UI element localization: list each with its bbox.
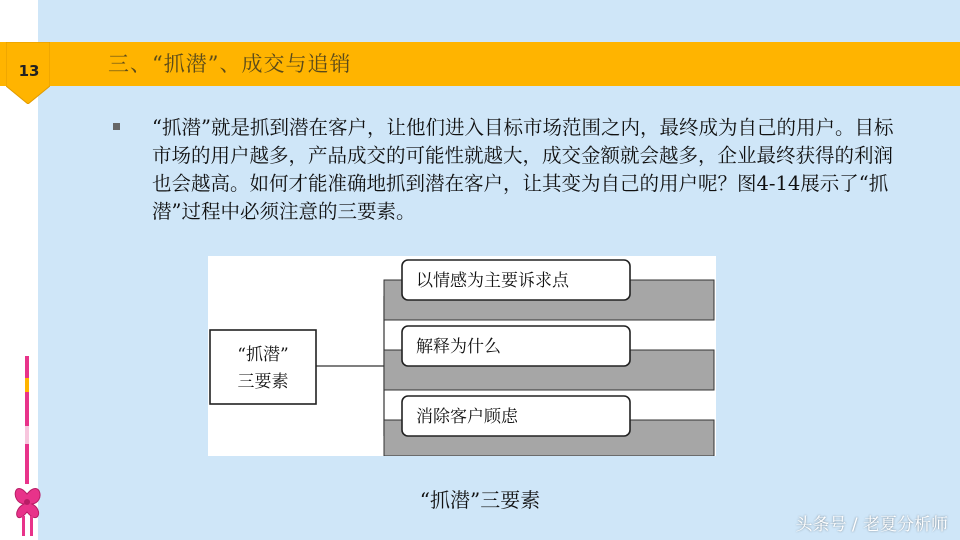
- root-label-line1: “抓潜”: [237, 345, 289, 365]
- item-3-label: 消除客户顾虑: [416, 407, 518, 427]
- root-box: [210, 330, 316, 404]
- diagram-caption: “抓潜”三要素: [419, 488, 541, 512]
- item-2-label: 解释为什么: [416, 337, 501, 357]
- slide-title: 三、“抓潜”、成交与追销: [108, 52, 352, 76]
- page-number: 13: [18, 62, 40, 80]
- bullet-icon: [113, 123, 120, 130]
- diagram-canvas: [208, 256, 716, 456]
- three-elements-diagram: [208, 256, 716, 456]
- ribbon-bow-decoration: [10, 356, 50, 540]
- root-label-line2: 三要素: [237, 372, 289, 392]
- body-paragraph: “抓潜”就是抓到潜在客户，让他们进入目标市场范围之内，最终成为自己的用户。目标市场的用户越多，产品成交的可能性就越大，成交金额就会越多，企业最终获得的利润也会越高。如何才能准确地抓到潜在客户，让其变为自己的用户呢？图4-14展示了“抓潜”过程中必须注意的三要素。: [152, 116, 894, 223]
- watermark: 头条号 / 老夏分析师: [795, 515, 948, 535]
- item-1-label: 以情感为主要诉求点: [416, 271, 569, 291]
